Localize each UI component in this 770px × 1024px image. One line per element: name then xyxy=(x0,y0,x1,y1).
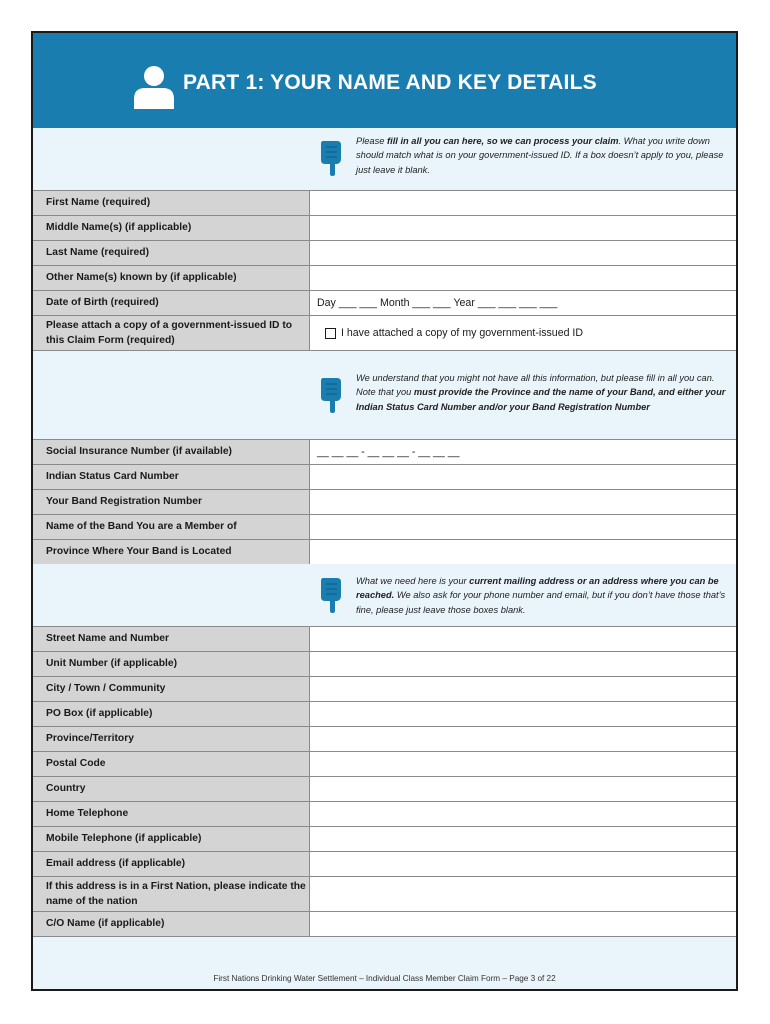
page-title: PART 1: YOUR NAME AND KEY DETAILS xyxy=(183,71,597,94)
field-label: C/O Name (if applicable) xyxy=(33,912,310,936)
form-row xyxy=(33,191,736,216)
form-row xyxy=(33,827,736,852)
form-row xyxy=(33,777,736,802)
form-row xyxy=(33,677,736,702)
id-attachment-row xyxy=(33,316,736,351)
form-row xyxy=(33,702,736,727)
id-attachment-field xyxy=(310,316,736,350)
field-input[interactable] xyxy=(310,912,736,936)
field-label: Country xyxy=(33,777,310,801)
field-input[interactable] xyxy=(310,727,736,751)
pointing-hand-icon xyxy=(318,577,344,613)
field-label: Province Where Your Band is Located xyxy=(33,540,310,564)
field-label: If this address is in a First Nation, please indicate the name of the nation xyxy=(33,877,310,911)
field-input[interactable] xyxy=(310,191,736,215)
form-row xyxy=(33,627,736,652)
form-row xyxy=(33,877,736,912)
form-row xyxy=(33,802,736,827)
field-input[interactable] xyxy=(310,677,736,701)
field-input[interactable] xyxy=(310,490,736,514)
form-row xyxy=(33,727,736,752)
field-label: Street Name and Number xyxy=(33,627,310,651)
field-label: Home Telephone xyxy=(33,802,310,826)
form-row xyxy=(33,752,736,777)
personal-details-table xyxy=(33,190,736,351)
field-input[interactable] xyxy=(310,515,736,539)
field-label: Postal Code xyxy=(33,752,310,776)
form-row xyxy=(33,291,736,316)
field-input[interactable] xyxy=(310,752,736,776)
field-input[interactable] xyxy=(310,802,736,826)
note-text-2: We understand that you might not have all this information, but please fill in all you can. Note that you must provide the Province and the name of your Band, and either your Indian Status Card Number and/or your Band Registration Number xyxy=(356,373,726,412)
field-input[interactable] xyxy=(310,652,736,676)
field-input[interactable]: Day ___ ___ Month ___ ___ Year ___ ___ ___ ___ xyxy=(310,291,736,315)
field-input[interactable] xyxy=(310,540,736,564)
field-input[interactable] xyxy=(310,465,736,489)
instruction-note-1 xyxy=(33,128,736,190)
section-header xyxy=(33,33,736,128)
form-row xyxy=(33,540,736,565)
form-row xyxy=(33,465,736,490)
field-label: Name of the Band You are a Member of xyxy=(33,515,310,539)
field-label: Date of Birth (required) xyxy=(33,291,310,315)
form-row xyxy=(33,515,736,540)
field-label: Province/Territory xyxy=(33,727,310,751)
field-label: Unit Number (if applicable) xyxy=(33,652,310,676)
field-label: Last Name (required) xyxy=(33,241,310,265)
field-label: Other Name(s) known by (if applicable) xyxy=(33,266,310,290)
note-text-3: What we need here is your current mailing address or an address where you can be reached. We also ask for your phone number and email, but if you don’t have those that’s fine, please just leave those boxes blank. xyxy=(356,576,726,615)
form-row xyxy=(33,216,736,241)
person-icon xyxy=(133,65,175,109)
pointing-hand-icon xyxy=(318,377,344,413)
field-label: Mobile Telephone (if applicable) xyxy=(33,827,310,851)
field-input[interactable]: __ __ __ - __ __ __ - __ __ __ xyxy=(310,440,736,464)
field-input[interactable] xyxy=(310,827,736,851)
field-label: Email address (if applicable) xyxy=(33,852,310,876)
field-label: First Name (required) xyxy=(33,191,310,215)
field-input[interactable] xyxy=(310,216,736,240)
form-row xyxy=(33,852,736,877)
pointing-hand-icon xyxy=(318,140,344,176)
field-label: Your Band Registration Number xyxy=(33,490,310,514)
field-input[interactable] xyxy=(310,266,736,290)
claim-form-page xyxy=(31,31,738,991)
note-text-1: Please fill in all you can here, so we can process your claim. What you write down should match what is on your government-issued ID. If a box doesn’t apply to you, please just leave it blank. xyxy=(356,136,724,175)
field-label: PO Box (if applicable) xyxy=(33,702,310,726)
form-row xyxy=(33,912,736,937)
field-input[interactable] xyxy=(310,777,736,801)
field-label: Middle Name(s) (if applicable) xyxy=(33,216,310,240)
field-input[interactable] xyxy=(310,702,736,726)
field-input[interactable] xyxy=(310,241,736,265)
field-label: Indian Status Card Number xyxy=(33,465,310,489)
status-details-table xyxy=(33,439,736,565)
form-row xyxy=(33,241,736,266)
id-attached-checkbox-label: I have attached a copy of my government-issued ID xyxy=(341,327,584,339)
form-row xyxy=(33,440,736,465)
field-input[interactable] xyxy=(310,627,736,651)
field-label: Social Insurance Number (if available) xyxy=(33,440,310,464)
id-attachment-label: Please attach a copy of a government-issued ID to this Claim Form (required) xyxy=(33,316,310,350)
form-row xyxy=(33,490,736,515)
id-attached-checkbox[interactable] xyxy=(325,328,336,339)
form-row xyxy=(33,266,736,291)
instruction-note-2 xyxy=(33,363,736,439)
form-row xyxy=(33,652,736,677)
field-label: City / Town / Community xyxy=(33,677,310,701)
page-footer: First Nations Drinking Water Settlement – Individual Class Member Claim Form – Page 3 of 22 xyxy=(213,974,556,983)
address-table xyxy=(33,626,736,937)
field-input[interactable] xyxy=(310,852,736,876)
field-input[interactable] xyxy=(310,877,736,911)
